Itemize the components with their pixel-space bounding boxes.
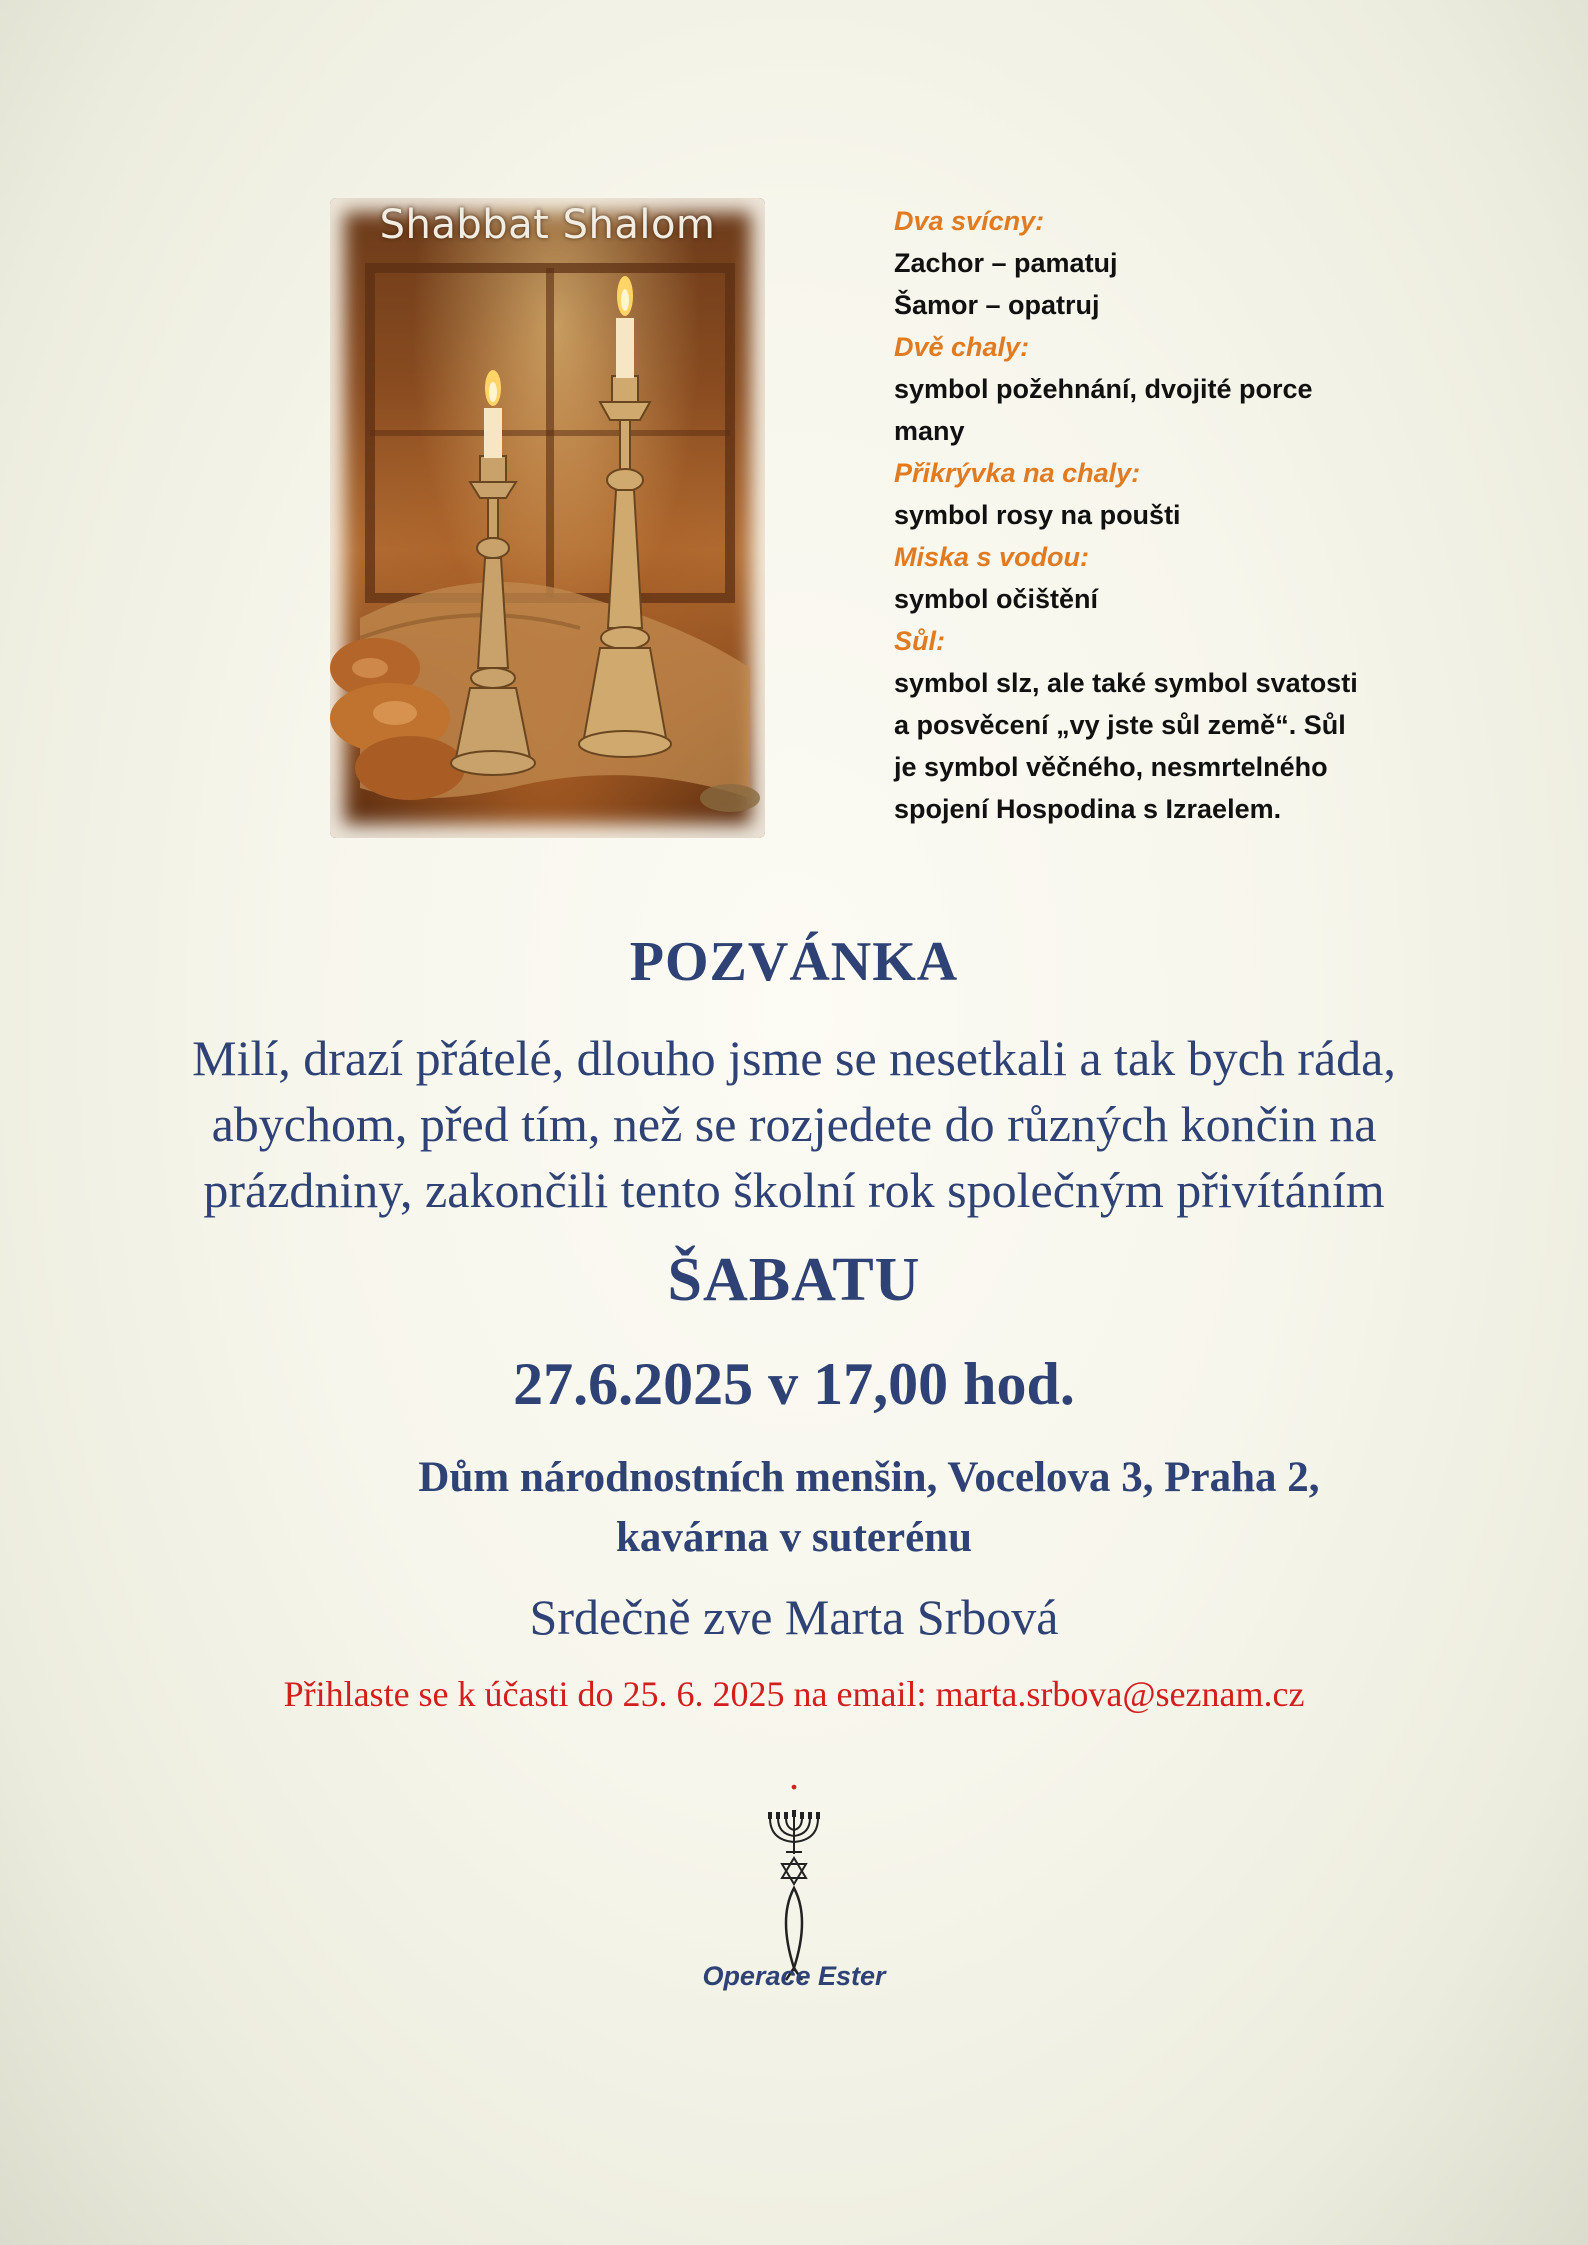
legend-line: symbol slz, ale také symbol svatosti xyxy=(894,668,1358,698)
legend-line: many xyxy=(894,416,965,446)
event-name: ŠABATU xyxy=(667,1246,921,1314)
legend-line: symbol rosy na poušti xyxy=(894,500,1181,530)
legend-heading: Sůl: xyxy=(894,626,945,656)
legend-line: Šamor – opatruj xyxy=(894,290,1100,320)
legend-heading: Přikrývka na chaly: xyxy=(894,458,1141,488)
legend-heading: Miska s vodou: xyxy=(894,542,1090,572)
host-line: Srdečně zve Marta Srbová xyxy=(529,1589,1059,1645)
venue-line: kavárna v suterénu xyxy=(616,1514,972,1561)
separator-dot: . xyxy=(789,1753,799,1798)
event-date-time: 27.6.2025 v 17,00 hod. xyxy=(513,1351,1075,1417)
shabbat-candles-photo xyxy=(330,198,765,838)
photo-title: Shabbat Shalom xyxy=(379,202,716,248)
invitation-intro xyxy=(0,1025,1588,1223)
invitation-title: POZVÁNKA xyxy=(629,931,959,993)
legend-line: Zachor – pamatuj xyxy=(894,248,1118,278)
candles-illustration xyxy=(330,198,765,838)
symbols-legend xyxy=(894,200,1414,830)
legend-line: symbol požehnání, dvojité porce xyxy=(894,374,1313,404)
legend-heading: Dvě chaly: xyxy=(894,332,1030,362)
legend-heading: Dva svícny: xyxy=(894,206,1045,236)
legend-line: symbol očištění xyxy=(894,584,1099,614)
legend-line: spojení Hospodina s Izraelem. xyxy=(894,794,1282,824)
organization-name: Operace Ester xyxy=(702,1961,886,1991)
intro-line: abychom, před tím, než se rozjedete do různých končin na xyxy=(211,1096,1377,1152)
legend-line: a posvěcení „vy jste sůl země“. Sůl xyxy=(894,710,1346,740)
legend-line: je symbol věčného, nesmrtelného xyxy=(894,752,1328,782)
intro-line: prázdniny, zakončili tento školní rok společným přivítáním xyxy=(203,1162,1385,1218)
registration-line: Přihlaste se k účasti do 25. 6. 2025 na email: marta.srbova@seznam.cz xyxy=(283,1674,1305,1714)
venue-line: Dům národnostních menšin, Vocelova 3, Praha 2, xyxy=(418,1454,1320,1501)
intro-line: Milí, drazí přátelé, dlouho jsme se nesetkali a tak bych ráda, xyxy=(192,1030,1396,1086)
event-venue xyxy=(0,1448,1588,1568)
